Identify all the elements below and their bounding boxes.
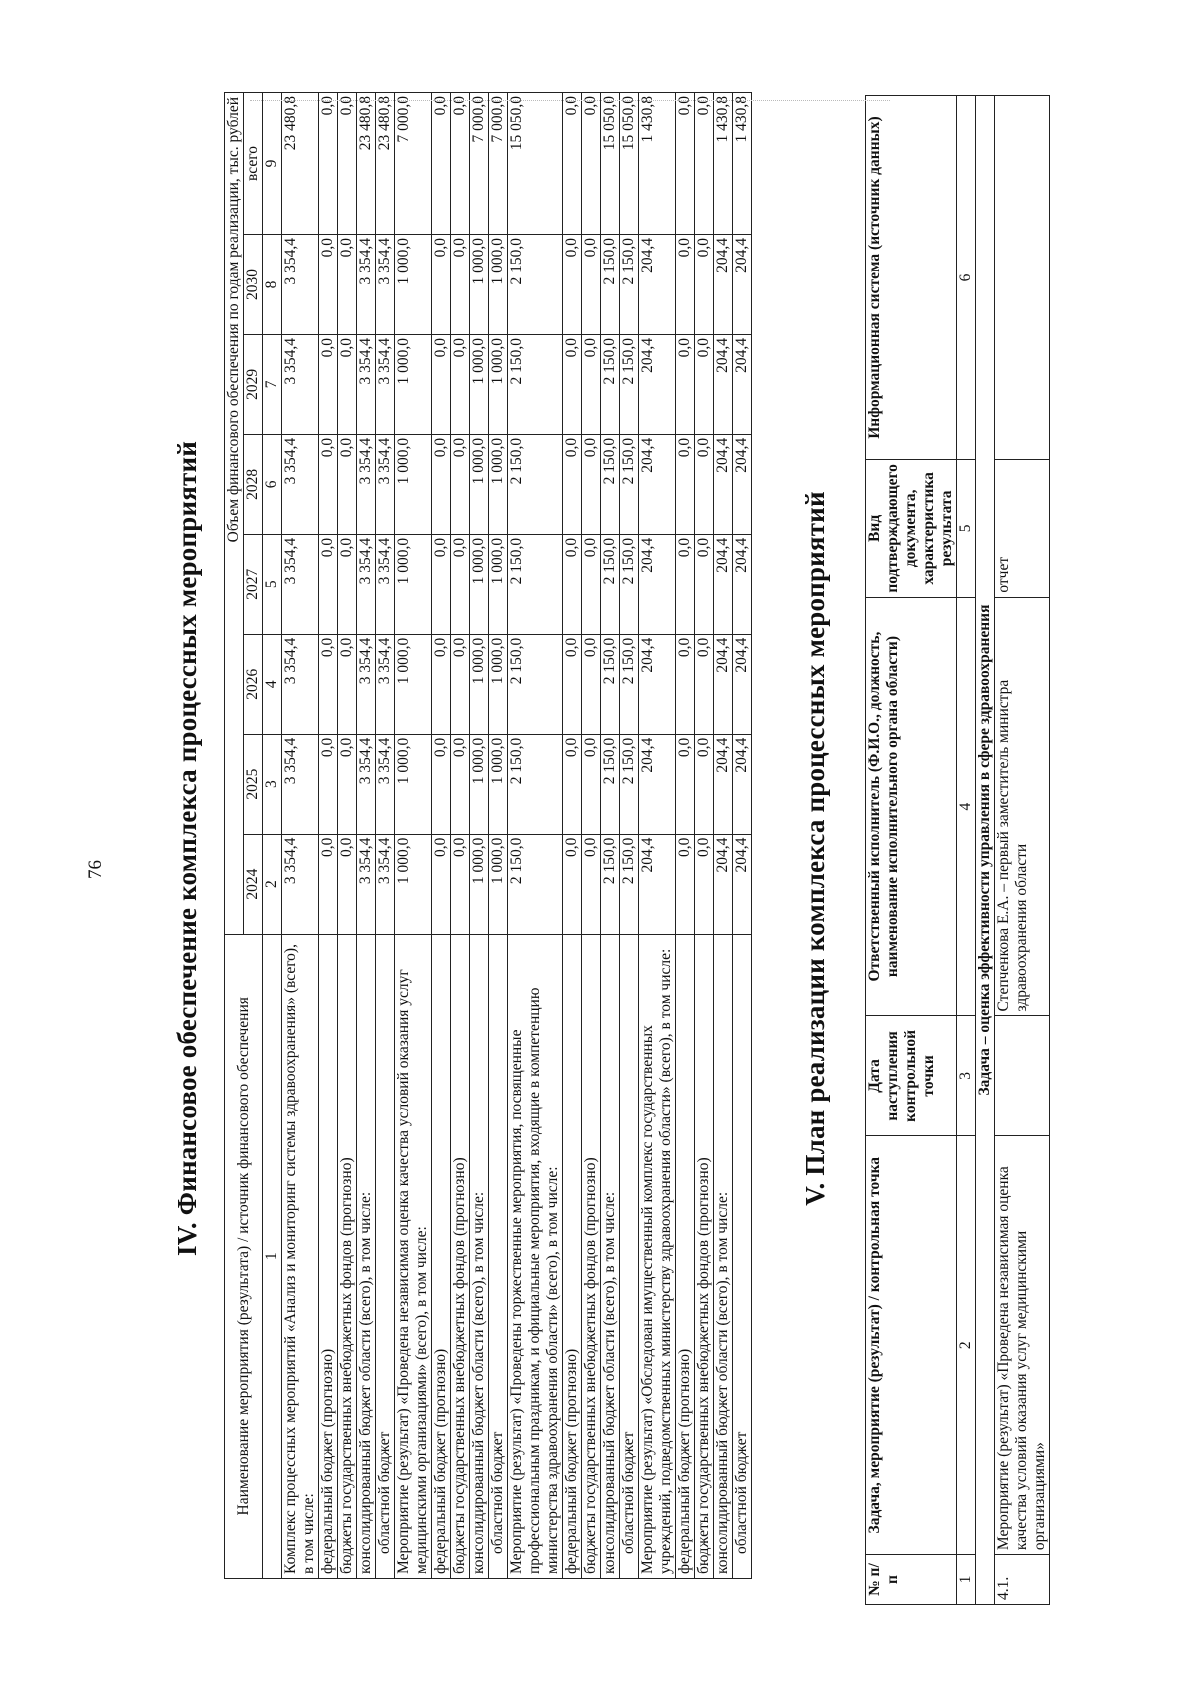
value-cell: 2 150,0 — [620, 534, 639, 634]
plan-column-index: 2 — [957, 1136, 976, 1555]
plan-col-header: Вид подтверждающего документа, характеристика результата — [866, 460, 957, 598]
plan-column-index: 1 — [957, 1555, 976, 1605]
year-header: всего — [244, 93, 263, 235]
table-row — [676, 93, 695, 1579]
value-cell: 1 000,0 — [395, 534, 432, 634]
value-cell: 3 354,4 — [376, 834, 395, 934]
value-cell: 204,4 — [639, 235, 676, 335]
value-cell: 15 050,0 — [601, 93, 620, 235]
value-cell: 0,0 — [338, 334, 357, 434]
volume-header: Объем финансового обеспечения по годам реализации, тыс. рублей — [225, 93, 244, 935]
row-name: консолидированный бюджет области (всего), в том числе: — [357, 934, 376, 1578]
value-cell: 204,4 — [639, 434, 676, 534]
value-cell: 23 480,8 — [376, 93, 395, 235]
value-cell: 204,4 — [639, 634, 676, 734]
table-row — [489, 93, 508, 1579]
value-cell: 2 150,0 — [601, 634, 620, 734]
row-name: бюджеты государственных внебюджетных фондов (прогнозно) — [582, 934, 601, 1578]
value-cell: 204,4 — [733, 734, 752, 834]
table-row — [733, 93, 752, 1579]
plan-col-header: Дата наступления контрольной точки — [866, 1016, 957, 1136]
value-cell: 0,0 — [319, 93, 338, 235]
plan-col-header: Задача, мероприятие (результат) / контрольная точка — [866, 1136, 957, 1555]
row-name: областной бюджет — [620, 934, 639, 1578]
value-cell: 3 354,4 — [376, 534, 395, 634]
value-cell: 204,4 — [733, 534, 752, 634]
value-cell: 2 150,0 — [508, 834, 563, 934]
plan-table-body — [976, 96, 1050, 1605]
table-row — [563, 93, 582, 1579]
table-row — [319, 93, 338, 1579]
value-cell: 0,0 — [338, 93, 357, 235]
value-cell: 1 000,0 — [395, 434, 432, 534]
value-cell: 1 000,0 — [489, 634, 508, 734]
value-cell: 3 354,4 — [376, 334, 395, 434]
year-header: 2030 — [244, 235, 263, 335]
value-cell: 204,4 — [733, 235, 752, 335]
column-index: 5 — [263, 534, 282, 634]
value-cell: 204,4 — [714, 834, 733, 934]
value-cell: 1 000,0 — [470, 534, 489, 634]
value-cell: 3 354,4 — [282, 334, 319, 434]
row-name: бюджеты государственных внебюджетных фондов (прогнозно) — [451, 934, 470, 1578]
value-cell: 204,4 — [733, 834, 752, 934]
value-cell: 0,0 — [676, 634, 695, 734]
table-row — [601, 93, 620, 1579]
value-cell: 0,0 — [432, 334, 451, 434]
value-cell: 1 000,0 — [470, 734, 489, 834]
value-cell: 0,0 — [695, 534, 714, 634]
value-cell: 0,0 — [432, 834, 451, 934]
task-row — [976, 96, 995, 1605]
value-cell: 0,0 — [563, 534, 582, 634]
value-cell: 0,0 — [451, 534, 470, 634]
row-name: федеральный бюджет (прогнозно) — [563, 934, 582, 1578]
value-cell: 2 150,0 — [620, 434, 639, 534]
value-cell: 0,0 — [319, 834, 338, 934]
value-cell: 204,4 — [714, 534, 733, 634]
value-cell: 204,4 — [714, 634, 733, 734]
section-v-title: V. План реализации комплекса процессных мероприятий — [800, 491, 830, 1206]
value-cell: 0,0 — [319, 634, 338, 734]
row-name: федеральный бюджет (прогнозно) — [676, 934, 695, 1578]
value-cell: 2 150,0 — [601, 434, 620, 534]
value-cell: 0,0 — [563, 434, 582, 534]
column-index-row — [263, 93, 282, 1579]
value-cell: 0,0 — [451, 235, 470, 335]
value-cell: 0,0 — [695, 434, 714, 534]
value-cell: 3 354,4 — [376, 734, 395, 834]
value-cell: 0,0 — [451, 634, 470, 734]
value-cell: 2 150,0 — [508, 634, 563, 734]
page-number: 76 — [85, 860, 106, 879]
year-header: 2024 — [244, 834, 263, 934]
value-cell: 0,0 — [695, 734, 714, 834]
row-name: областной бюджет — [733, 934, 752, 1578]
value-cell: 0,0 — [582, 93, 601, 235]
table-row — [620, 93, 639, 1579]
value-cell: 1 000,0 — [489, 834, 508, 934]
plan-column-index: 6 — [957, 96, 976, 460]
value-cell: 2 150,0 — [601, 235, 620, 335]
column-index: 1 — [263, 934, 282, 1578]
value-cell: 2 150,0 — [601, 834, 620, 934]
table-row — [451, 93, 470, 1579]
plan-col-header: Информационная система (источник данных) — [866, 96, 957, 460]
value-cell: 2 150,0 — [620, 734, 639, 834]
value-cell: 0,0 — [582, 434, 601, 534]
value-cell: 1 000,0 — [470, 634, 489, 734]
column-index: 7 — [263, 334, 282, 434]
value-cell: 0,0 — [582, 534, 601, 634]
column-index: 8 — [263, 235, 282, 335]
value-cell: 3 354,4 — [376, 235, 395, 335]
table-row — [582, 93, 601, 1579]
value-cell: 0,0 — [451, 734, 470, 834]
value-cell: 1 000,0 — [489, 235, 508, 335]
value-cell: 0,0 — [695, 634, 714, 734]
value-cell: 3 354,4 — [357, 235, 376, 335]
value-cell: 15 050,0 — [508, 93, 563, 235]
value-cell: 0,0 — [676, 834, 695, 934]
year-header: 2025 — [244, 734, 263, 834]
value-cell: 204,4 — [639, 734, 676, 834]
value-cell: 0,0 — [695, 93, 714, 235]
plan-column-index: 4 — [957, 597, 976, 1016]
value-cell: 204,4 — [714, 734, 733, 834]
value-cell: 0,0 — [695, 334, 714, 434]
value-cell: 2 150,0 — [601, 334, 620, 434]
table-row — [508, 93, 563, 1579]
value-cell: 1 000,0 — [489, 434, 508, 534]
value-cell: 1 000,0 — [470, 334, 489, 434]
table-row — [282, 93, 319, 1579]
row-name: федеральный бюджет (прогнозно) — [319, 934, 338, 1578]
value-cell: 0,0 — [695, 235, 714, 335]
value-cell: 0,0 — [582, 734, 601, 834]
value-cell: 23 480,8 — [357, 93, 376, 235]
value-cell: 2 150,0 — [601, 534, 620, 634]
plan-cell-executor: Степченкова Е.А. – первый заместитель министра здравоохранения области — [995, 597, 1050, 1016]
value-cell: 1 000,0 — [395, 334, 432, 434]
value-cell: 3 354,4 — [282, 834, 319, 934]
column-index: 4 — [263, 634, 282, 734]
value-cell: 0,0 — [676, 235, 695, 335]
value-cell: 0,0 — [338, 534, 357, 634]
value-cell: 0,0 — [451, 93, 470, 235]
value-cell: 2 150,0 — [620, 235, 639, 335]
value-cell: 1 000,0 — [395, 834, 432, 934]
value-cell: 0,0 — [338, 734, 357, 834]
value-cell: 7 000,0 — [395, 93, 432, 235]
value-cell: 0,0 — [451, 334, 470, 434]
value-cell: 0,0 — [582, 834, 601, 934]
row-name: Мероприятие (результат) «Проведена независимая оценка качества условий оказания услуг медицинскими организациями» (всего), в том числе: — [395, 934, 432, 1578]
year-header: 2027 — [244, 534, 263, 634]
value-cell: 2 150,0 — [620, 834, 639, 934]
financial-table-body — [282, 93, 752, 1579]
value-cell: 0,0 — [338, 634, 357, 734]
value-cell: 2 150,0 — [508, 534, 563, 634]
value-cell: 1 000,0 — [489, 534, 508, 634]
value-cell: 1 000,0 — [395, 235, 432, 335]
plan-cell-num: 4.1. — [995, 1555, 1050, 1605]
value-cell: 0,0 — [319, 334, 338, 434]
value-cell: 204,4 — [639, 334, 676, 434]
value-cell: 1 000,0 — [489, 334, 508, 434]
plan-column-index: 5 — [957, 460, 976, 598]
value-cell: 1 430,8 — [733, 93, 752, 235]
value-cell: 0,0 — [582, 235, 601, 335]
value-cell: 0,0 — [676, 93, 695, 235]
plan-column-index-row — [957, 96, 976, 1605]
value-cell: 204,4 — [714, 235, 733, 335]
plan-col-header: № п/п — [866, 1555, 957, 1605]
value-cell: 1 430,8 — [714, 93, 733, 235]
value-cell: 2 150,0 — [508, 235, 563, 335]
value-cell: 204,4 — [714, 434, 733, 534]
value-cell: 3 354,4 — [357, 334, 376, 434]
value-cell: 3 354,4 — [357, 834, 376, 934]
row-name: бюджеты государственных внебюджетных фондов (прогнозно) — [695, 934, 714, 1578]
table-row — [470, 93, 489, 1579]
plan-header-row — [866, 96, 957, 1605]
year-header: 2026 — [244, 634, 263, 734]
value-cell: 0,0 — [432, 734, 451, 834]
table-row — [357, 93, 376, 1579]
value-cell: 0,0 — [432, 634, 451, 734]
value-cell: 7 000,0 — [470, 93, 489, 235]
value-cell: 0,0 — [319, 434, 338, 534]
value-cell: 3 354,4 — [376, 634, 395, 734]
row-name: областной бюджет — [376, 934, 395, 1578]
value-cell: 0,0 — [338, 235, 357, 335]
table-row — [714, 93, 733, 1579]
value-cell: 204,4 — [639, 834, 676, 934]
table-row — [376, 93, 395, 1579]
row-name: областной бюджет — [489, 934, 508, 1578]
value-cell: 0,0 — [695, 834, 714, 934]
value-cell: 0,0 — [676, 534, 695, 634]
row-name: консолидированный бюджет области (всего), в том числе: — [601, 934, 620, 1578]
value-cell: 2 150,0 — [620, 634, 639, 734]
plan-cell-name: Мероприятие (результат) «Проведена независимая оценка качества условий оказания услуг медицинскими организациями» — [995, 1136, 1050, 1555]
value-cell: 2 150,0 — [508, 734, 563, 834]
row-name: Мероприятие (результат) «Обследован имущественный комплекс государственных учреждений, подведомственных министерству здравоохранения области» (всего), в том числе: — [639, 934, 676, 1578]
value-cell: 3 354,4 — [357, 534, 376, 634]
table-row — [695, 93, 714, 1579]
value-cell: 0,0 — [563, 235, 582, 335]
value-cell: 3 354,4 — [282, 634, 319, 734]
row-name: Мероприятие (результат) «Проведены торжественные мероприятия, посвященные профессиональным праздникам, и официальные мероприятия, входящие в компетенцию министерства здравоохранения области» (всего), в том числе: — [508, 934, 563, 1578]
value-cell: 15 050,0 — [620, 93, 639, 235]
task-cell: Задача – оценка эффективности управления в сфере здравоохранения — [976, 96, 995, 1605]
value-cell: 0,0 — [319, 235, 338, 335]
value-cell: 1 430,8 — [639, 93, 676, 235]
plan-col-header: Ответственный исполнитель (Ф.И.О., должность, наименование исполнительного органа области) — [866, 597, 957, 1016]
value-cell: 3 354,4 — [282, 235, 319, 335]
value-cell: 0,0 — [563, 734, 582, 834]
value-cell: 204,4 — [733, 334, 752, 434]
row-name: консолидированный бюджет области (всего), в том числе: — [714, 934, 733, 1578]
table-row — [395, 93, 432, 1579]
value-cell: 0,0 — [338, 434, 357, 534]
column-index: 2 — [263, 834, 282, 934]
value-cell: 0,0 — [676, 434, 695, 534]
plan-row — [995, 96, 1050, 1605]
col-name-header: Наименование мероприятия (результата) / источник финансового обеспечения — [225, 934, 263, 1578]
value-cell: 3 354,4 — [282, 734, 319, 834]
value-cell: 1 000,0 — [470, 834, 489, 934]
financial-table — [224, 92, 752, 1579]
value-cell: 7 000,0 — [489, 93, 508, 235]
value-cell: 0,0 — [563, 93, 582, 235]
plan-cell-system — [995, 96, 1050, 460]
column-index: 9 — [263, 93, 282, 235]
value-cell: 0,0 — [432, 534, 451, 634]
column-index: 6 — [263, 434, 282, 534]
value-cell: 204,4 — [733, 634, 752, 734]
value-cell: 2 150,0 — [508, 434, 563, 534]
value-cell: 0,0 — [676, 334, 695, 434]
table-row — [432, 93, 451, 1579]
value-cell: 3 354,4 — [376, 434, 395, 534]
value-cell: 0,0 — [582, 634, 601, 734]
value-cell: 3 354,4 — [282, 434, 319, 534]
value-cell: 0,0 — [582, 334, 601, 434]
row-name: консолидированный бюджет области (всего), в том числе: — [470, 934, 489, 1578]
value-cell: 0,0 — [432, 434, 451, 534]
value-cell: 0,0 — [563, 834, 582, 934]
value-cell: 0,0 — [676, 734, 695, 834]
value-cell: 3 354,4 — [282, 534, 319, 634]
plan-table — [865, 95, 1050, 1605]
section-iv-title: IV. Финансовое обеспечение комплекса процессных мероприятий — [172, 441, 202, 1257]
plan-cell-date — [995, 1016, 1050, 1136]
value-cell: 204,4 — [714, 334, 733, 434]
value-cell: 0,0 — [432, 93, 451, 235]
value-cell: 2 150,0 — [620, 334, 639, 434]
value-cell: 0,0 — [451, 434, 470, 534]
value-cell: 0,0 — [432, 235, 451, 335]
table-row — [338, 93, 357, 1579]
value-cell: 1 000,0 — [470, 235, 489, 335]
row-name: Комплекс процессных мероприятий «Анализ и мониторинг системы здравоохранения» (всего), в том числе: — [282, 934, 319, 1578]
value-cell: 3 354,4 — [357, 434, 376, 534]
value-cell: 0,0 — [451, 834, 470, 934]
column-index: 3 — [263, 734, 282, 834]
value-cell: 1 000,0 — [395, 734, 432, 834]
value-cell: 0,0 — [319, 734, 338, 834]
value-cell: 204,4 — [639, 534, 676, 634]
plan-column-index: 3 — [957, 1016, 976, 1136]
year-header: 2029 — [244, 334, 263, 434]
value-cell: 3 354,4 — [357, 634, 376, 734]
table-row — [639, 93, 676, 1579]
year-header: 2028 — [244, 434, 263, 534]
row-name: федеральный бюджет (прогнозно) — [432, 934, 451, 1578]
plan-cell-doc: отчет — [995, 460, 1050, 598]
value-cell: 23 480,8 — [282, 93, 319, 235]
row-name: бюджеты государственных внебюджетных фондов (прогнозно) — [338, 934, 357, 1578]
value-cell: 0,0 — [563, 634, 582, 734]
value-cell: 1 000,0 — [489, 734, 508, 834]
value-cell: 2 150,0 — [601, 734, 620, 834]
value-cell: 1 000,0 — [395, 634, 432, 734]
value-cell: 2 150,0 — [508, 334, 563, 434]
margin-dotted-line — [250, 99, 890, 101]
value-cell: 3 354,4 — [357, 734, 376, 834]
value-cell: 0,0 — [563, 334, 582, 434]
value-cell: 0,0 — [338, 834, 357, 934]
value-cell: 0,0 — [319, 534, 338, 634]
value-cell: 204,4 — [733, 434, 752, 534]
value-cell: 1 000,0 — [470, 434, 489, 534]
